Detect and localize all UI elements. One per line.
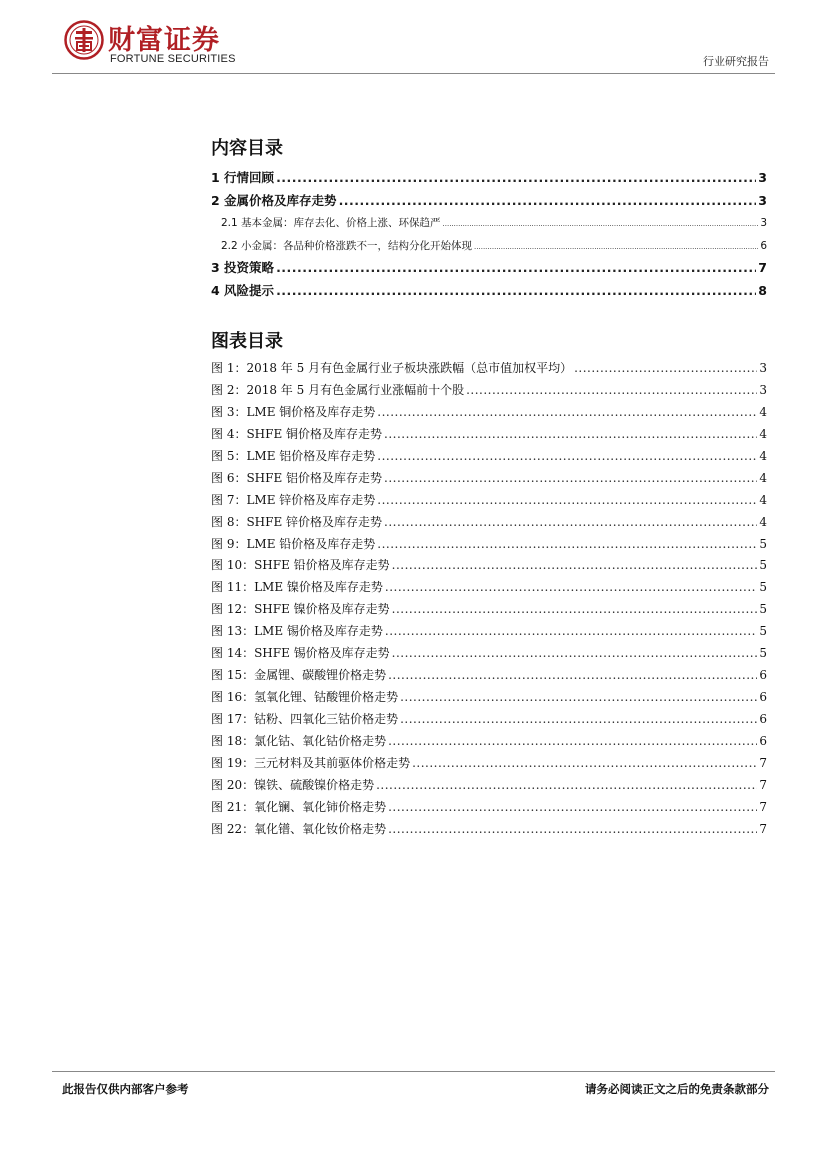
contents-entry[interactable] <box>211 257 767 280</box>
figure-entry[interactable] <box>211 424 767 446</box>
toc-entry-label: 图 1：2018 年 5 月有色金属行业子板块涨跌幅（总市值加权平均） <box>211 361 573 375</box>
figure-entry[interactable] <box>211 775 767 797</box>
dot-leader <box>276 167 756 190</box>
dot-leader <box>474 235 758 259</box>
toc-entry-page: 7 <box>759 755 767 770</box>
figure-entry[interactable] <box>211 402 767 424</box>
toc-entry-page: 6 <box>759 712 767 726</box>
toc-entry-label: 1 行情回顾 <box>211 170 275 185</box>
footer-divider <box>52 1071 775 1072</box>
dot-leader <box>385 577 757 599</box>
figure-entry[interactable] <box>211 621 767 643</box>
toc-entry-page: 7 <box>759 777 767 792</box>
toc-entry-page: 8 <box>758 282 767 298</box>
toc-entry-page: 5 <box>759 580 767 595</box>
toc-entry-label: 图 20：镍铁、硫酸镍价格走势 <box>211 777 375 792</box>
toc-entry-label: 2.2 小金属：各品种价格涨跌不一，结构分化开始体现 <box>221 239 473 252</box>
toc-entry-page: 5 <box>759 558 767 573</box>
dot-leader <box>384 512 757 534</box>
toc-entry-page: 3 <box>759 361 767 375</box>
toc-entry-label: 图 14：SHFE 锡价格及库存走势 <box>211 646 390 661</box>
toc-entry-label: 图 19：三元材料及其前驱体价格走势 <box>211 755 411 770</box>
toc-entry-page: 4 <box>759 404 767 419</box>
toc-entry-page: 7 <box>759 799 767 814</box>
company-name-cn: 财富证券 <box>108 25 220 56</box>
dot-leader <box>376 775 757 797</box>
toc-entry-label: 图 12：SHFE 镍价格及库存走势 <box>211 602 390 617</box>
dot-leader <box>377 402 757 424</box>
dot-leader <box>574 358 757 380</box>
dot-leader <box>388 665 757 687</box>
contents-entry[interactable] <box>211 167 767 190</box>
report-type: 行业研究报告 <box>703 55 769 68</box>
figure-entry[interactable] <box>211 731 767 753</box>
toc-entry-page: 4 <box>759 426 767 441</box>
figure-entry[interactable] <box>211 643 767 665</box>
figures-title: 图表目录 <box>211 331 283 352</box>
dot-leader <box>392 599 758 621</box>
figure-entry[interactable] <box>211 599 767 621</box>
figures-list <box>211 358 767 841</box>
contents-entry[interactable] <box>211 235 767 258</box>
toc-entry-label: 图 2：2018 年 5 月有色金属行业涨幅前十个股 <box>211 382 465 397</box>
figure-entry[interactable] <box>211 446 767 468</box>
toc-entry-label: 图 22：氧化镨、氧化钕价格走势 <box>211 821 387 836</box>
toc-entry-page: 3 <box>758 170 767 185</box>
figure-entry[interactable] <box>211 380 767 402</box>
toc-entry-label: 图 21：氧化镧、氧化铈价格走势 <box>211 799 387 814</box>
contents-entry[interactable] <box>211 190 767 213</box>
toc-entry-page: 6 <box>760 239 767 252</box>
toc-entry-page: 4 <box>759 514 767 529</box>
dot-leader <box>377 446 757 468</box>
toc-entry-page: 7 <box>759 821 767 836</box>
toc-entry-label: 图 15：金属锂、碳酸锂价格走势 <box>211 668 387 683</box>
toc-entry-label: 图 18：氯化钴、氧化钴价格走势 <box>211 733 387 748</box>
toc-entry-label: 图 9：LME 铅价格及库存走势 <box>211 536 376 551</box>
toc-entry-label: 图 6：SHFE 铝价格及库存走势 <box>211 470 383 485</box>
dot-leader <box>400 709 757 731</box>
figure-entry[interactable] <box>211 534 767 556</box>
dot-leader <box>388 731 757 753</box>
figure-entry[interactable] <box>211 753 767 775</box>
figure-entry[interactable] <box>211 797 767 819</box>
figure-entry[interactable] <box>211 577 767 599</box>
toc-entry-page: 4 <box>759 470 767 485</box>
dot-leader <box>443 212 759 236</box>
dot-leader <box>385 621 757 643</box>
toc-entry-page: 3 <box>758 192 767 208</box>
footer-disclaimer-left: 此报告仅供内部客户参考 <box>62 1082 189 1096</box>
toc-entry-page: 3 <box>759 382 767 397</box>
footer-disclaimer-right: 请务必阅读正文之后的免责条款部分 <box>585 1082 769 1096</box>
contents-entry[interactable] <box>211 280 767 303</box>
figure-entry[interactable] <box>211 555 767 577</box>
dot-leader <box>377 490 757 512</box>
dot-leader <box>384 424 757 446</box>
toc-entry-label: 图 4：SHFE 铜价格及库存走势 <box>211 426 383 441</box>
toc-entry-label: 图 5：LME 铝价格及库存走势 <box>211 448 376 463</box>
contents-title: 内容目录 <box>211 138 283 159</box>
toc-entry-label: 4 风险提示 <box>211 282 275 298</box>
header-divider <box>52 73 775 74</box>
dot-leader <box>339 190 757 213</box>
dot-leader <box>388 797 757 819</box>
dot-leader <box>276 280 756 303</box>
figure-entry[interactable] <box>211 709 767 731</box>
figure-entry[interactable] <box>211 687 767 709</box>
toc-entry-label: 图 10：SHFE 铅价格及库存走势 <box>211 558 390 573</box>
toc-entry-label: 图 11：LME 镍价格及库存走势 <box>211 580 383 595</box>
toc-entry-page: 5 <box>759 536 767 551</box>
toc-entry-label: 图 8：SHFE 锌价格及库存走势 <box>211 514 383 529</box>
toc-entry-label: 2.1 基本金属：库存去化、价格上涨、环保趋严 <box>221 217 441 229</box>
toc-entry-page: 3 <box>760 217 767 229</box>
figure-entry[interactable] <box>211 490 767 512</box>
figure-entry[interactable] <box>211 819 767 841</box>
toc-entry-label: 图 7：LME 锌价格及库存走势 <box>211 492 376 507</box>
toc-entry-label: 图 3：LME 铜价格及库存走势 <box>211 404 376 419</box>
dot-leader <box>384 468 757 490</box>
toc-entry-page: 4 <box>759 448 767 463</box>
dot-leader <box>392 555 758 577</box>
dot-leader <box>466 380 757 402</box>
toc-entry-label: 图 13：LME 锡价格及库存走势 <box>211 624 383 639</box>
contents-entry[interactable] <box>211 212 767 235</box>
toc-entry-label: 图 17：钴粉、四氧化三钴价格走势 <box>211 712 399 726</box>
company-name-en: FORTUNE SECURITIES <box>110 53 236 65</box>
toc-entry-label: 3 投资策略 <box>211 260 275 275</box>
contents-list <box>211 167 767 302</box>
figure-entry[interactable] <box>211 665 767 687</box>
toc-entry-page: 5 <box>759 624 767 639</box>
dot-leader <box>392 643 758 665</box>
toc-entry-page: 6 <box>759 733 767 748</box>
dot-leader <box>400 687 757 709</box>
toc-entry-page: 4 <box>759 492 767 507</box>
dot-leader <box>412 753 757 775</box>
toc-entry-page: 7 <box>758 260 767 275</box>
page-header <box>0 0 827 80</box>
figure-entry[interactable] <box>211 512 767 534</box>
toc-entry-page: 5 <box>759 646 767 661</box>
fortune-securities-logo-icon <box>64 20 104 60</box>
toc-entry-label: 2 金属价格及库存走势 <box>211 192 337 208</box>
toc-entry-page: 6 <box>759 668 767 683</box>
figure-entry[interactable] <box>211 358 767 380</box>
dot-leader <box>388 819 757 841</box>
toc-entry-page: 5 <box>759 602 767 617</box>
dot-leader <box>377 534 757 556</box>
dot-leader <box>276 257 756 280</box>
figure-entry[interactable] <box>211 468 767 490</box>
toc-entry-label: 图 16：氢氧化锂、钴酸锂价格走势 <box>211 690 399 705</box>
toc-entry-page: 6 <box>759 690 767 705</box>
